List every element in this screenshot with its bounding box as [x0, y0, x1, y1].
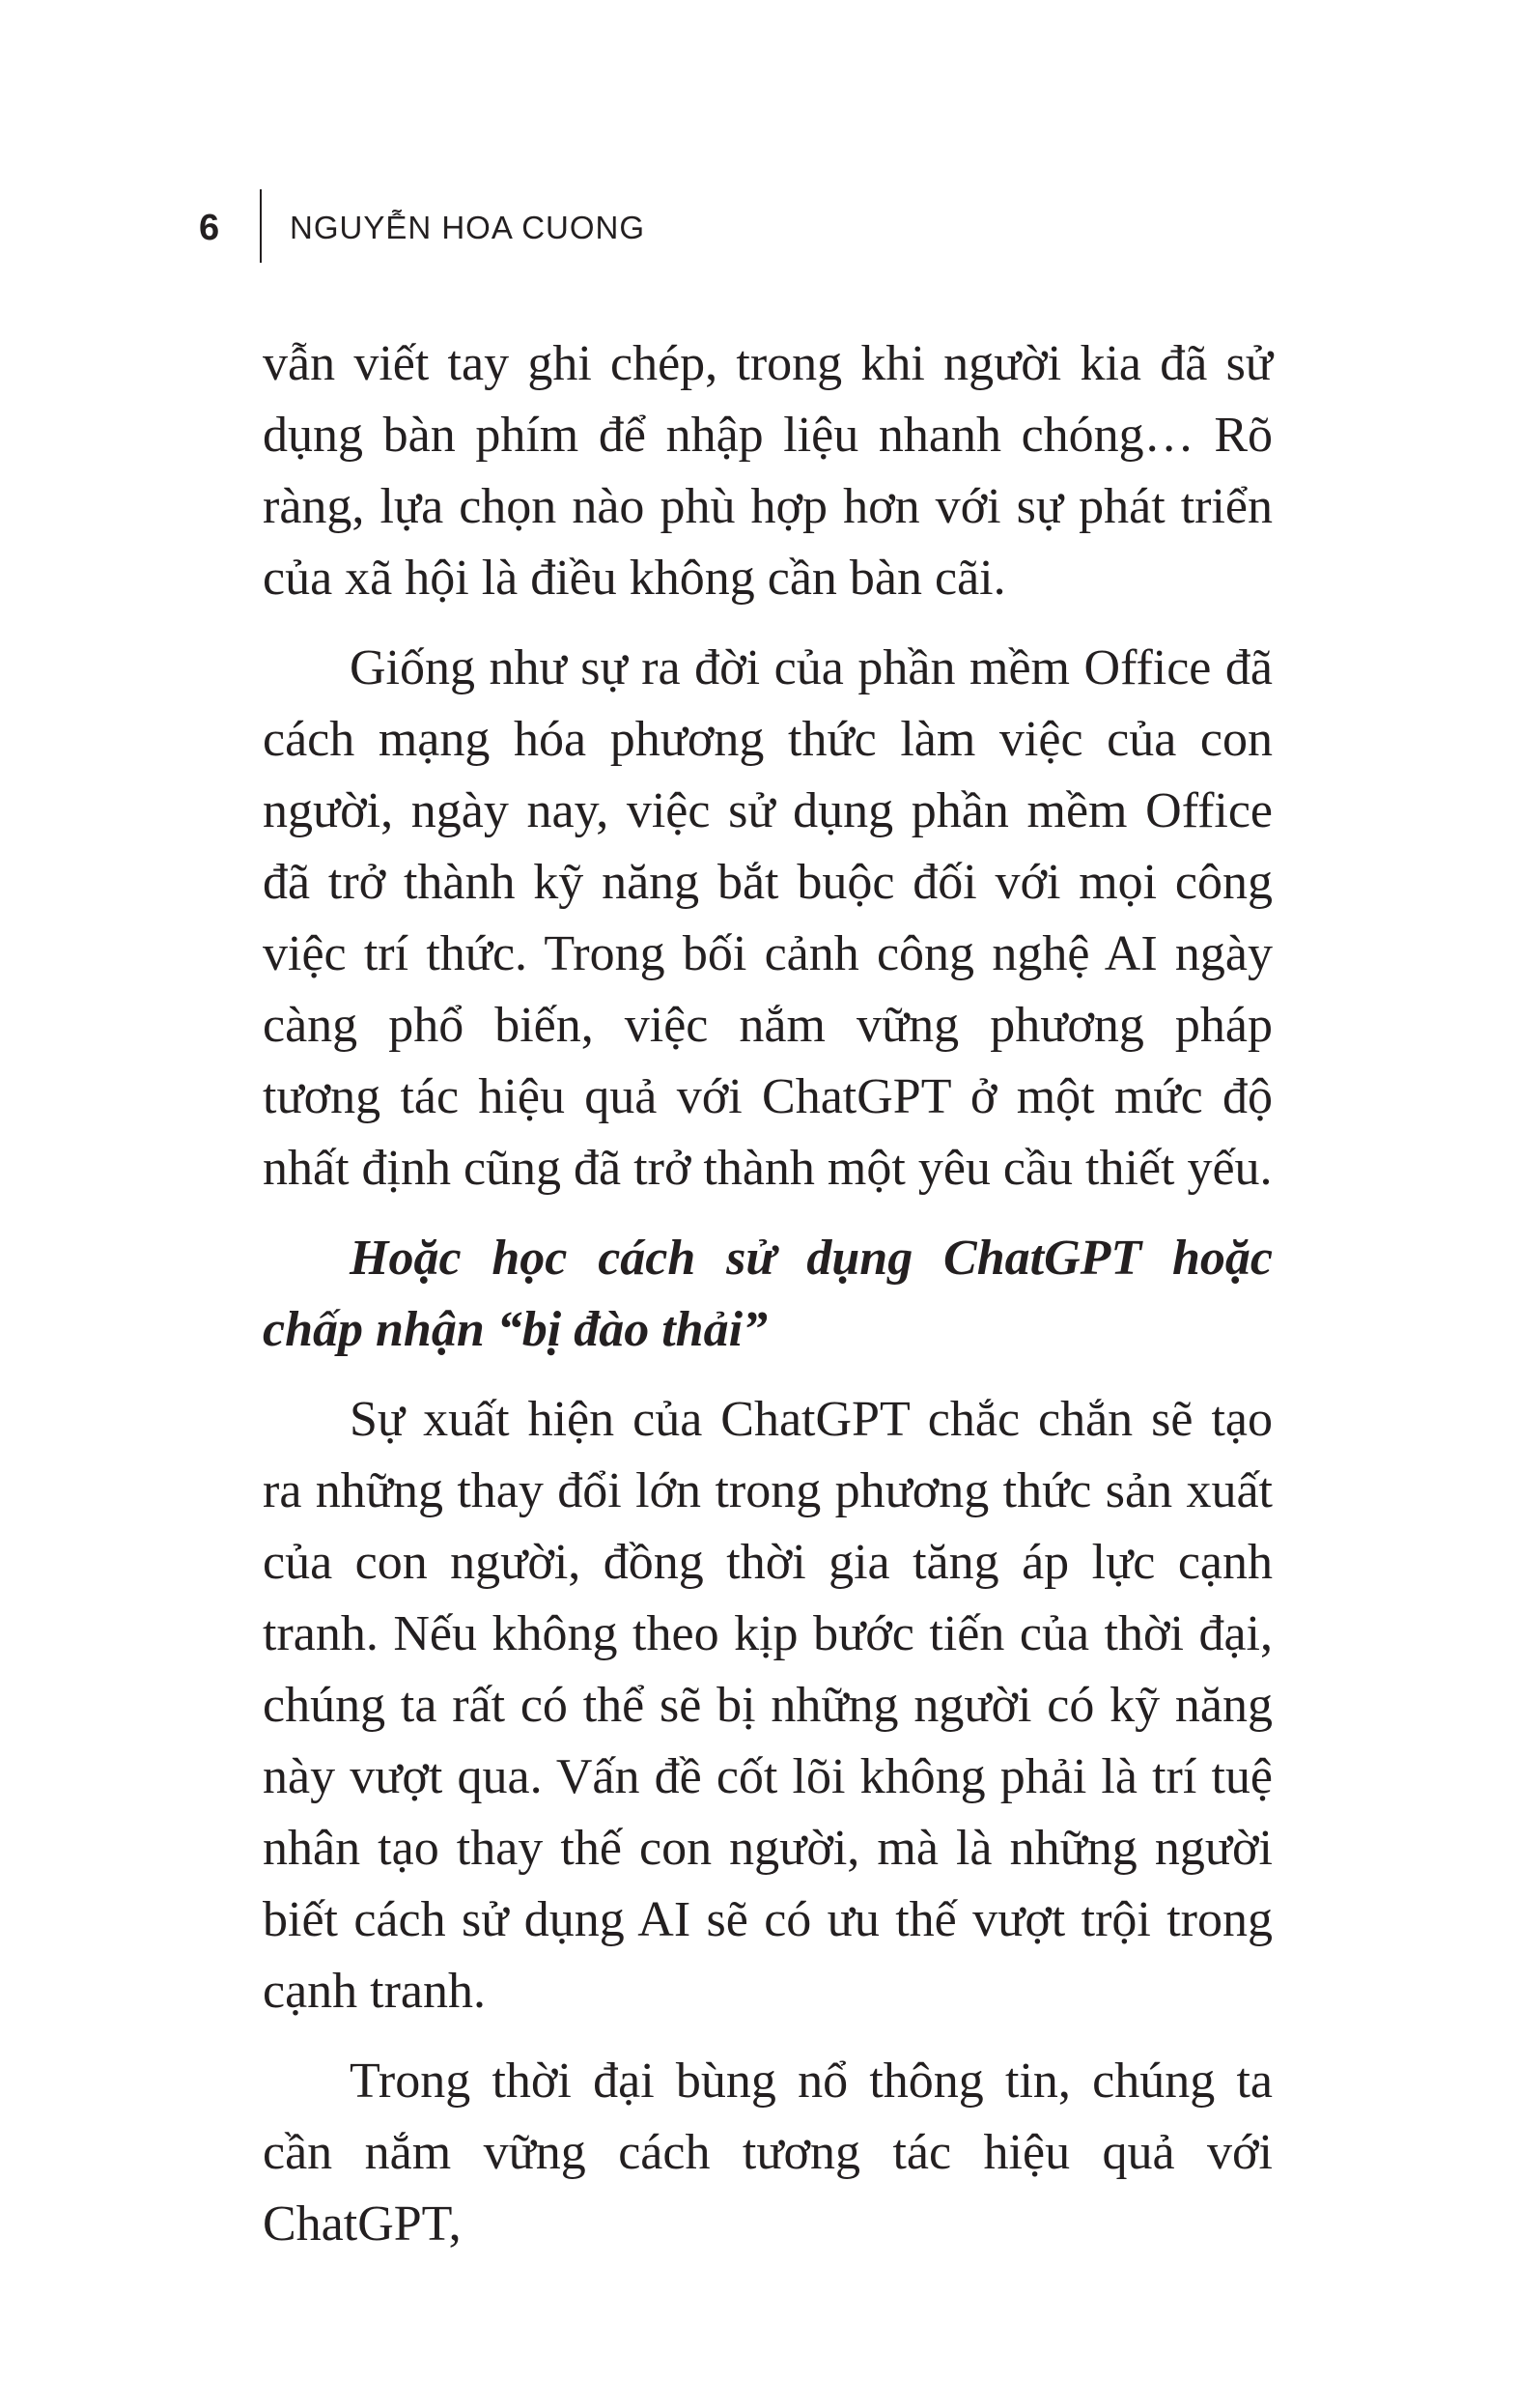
author-name: NGUYỄN HOA CUONG	[290, 210, 646, 245]
paragraph-continuation: vẫn viết tay ghi chép, trong khi người kia đã sử dụng bàn phím để nhập liệu nhanh chóng… Rõ ràng, lựa chọn nào phù hợp hơn với sự phát triển của xã hội là điều không cần bàn cãi.	[263, 336, 1273, 606]
paragraph: Giống như sự ra đời của phần mềm Office đã cách mạng hóa phương thức làm việc của con người, ngày nay, việc sử dụng phần mềm Office đã trở thành kỹ năng bắt buộc đối với mọi công việc trí thức. Trong bối cảnh công nghệ AI ngày càng phổ biến, việc nắm vững phương pháp tương tác hiệu quả với ChatGPT ở một mức độ nhất định cũng đã trở thành một yêu cầu thiết yếu.	[263, 640, 1273, 1196]
paragraph: Sự xuất hiện của ChatGPT chắc chắn sẽ tạo ra những thay đổi lớn trong phương thức sản xuất của con người, đồng thời gia tăng áp lực cạnh tranh. Nếu không theo kịp bước tiến của thời đại, chúng ta rất có thể sẽ bị những người có kỹ năng này vượt qua. Vấn đề cốt lõi không phải là trí tuệ nhân tạo thay thế con người, mà là những người biết cách sử dụng AI sẽ có ưu thế vượt trội trong cạnh tranh.	[263, 1392, 1273, 2019]
header-divider	[260, 189, 262, 263]
body-text	[263, 328, 1273, 2279]
section-heading: Hoặc học cách sử dụng ChatGPT hoặc chấp nhận “bị đào thải”	[263, 1231, 1273, 1357]
paragraph: Trong thời đại bùng nổ thông tin, chúng ta cần nắm vững cách tương tác hiệu quả với ChatGPT,	[263, 2054, 1273, 2252]
running-head	[0, 189, 1517, 267]
page-number: 6	[199, 208, 220, 248]
